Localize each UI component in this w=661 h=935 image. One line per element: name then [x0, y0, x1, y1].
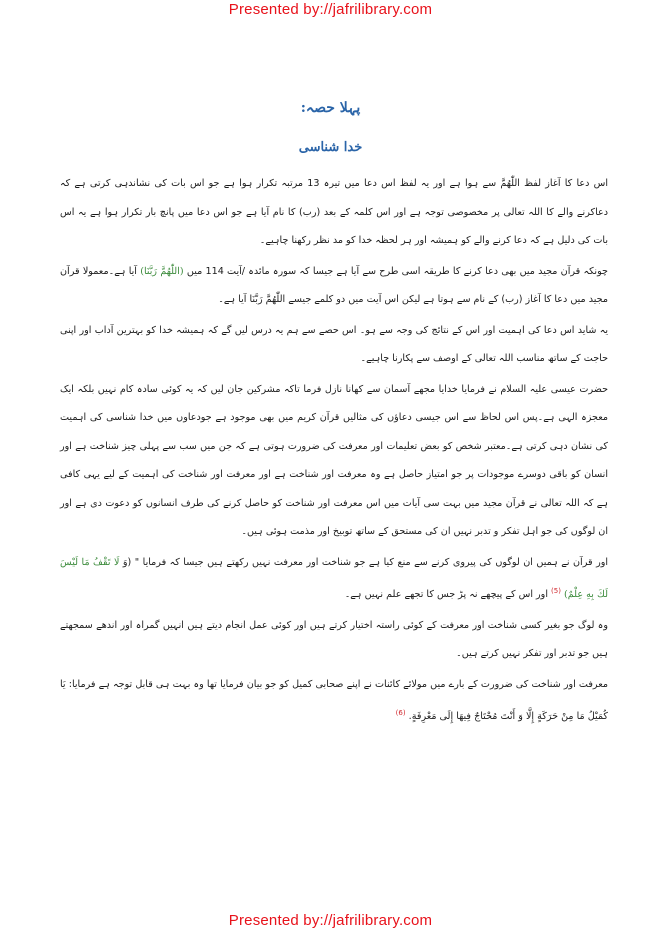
paragraph-4: حضرت عیسی علیہ السلام نے فرمایا خدایا مجھے آسمان سے کھانا نازل فرما تاکہ مشرکین جان لیں کہ یہ کوئی سادہ کام نہیں بلکہ ایک معجزہ الہی ہے۔پس اس لحاظ سے اس جیسی دعاؤں کی مثالیں قرآن کریم میں بھی موجود ہے جودعاوں میں خدا شناسی کی اہمیت کی نشان دہی کرتی ہے۔معتبر شخص کو بعض تعلیمات اور معرفت کی ضرورت ہوتی ہے کہ جن میں سب سے پہلی چیز شناخت ہے اور انسان کو باقی دوسرے موجودات پر جو امتیاز حاصل ہے وہ معرفت اور شناخت ہے اور معرفت اور شناخت کی اہمیت کے لیے یہی کافی ہے کہ اللہ تعالی نے قرآن مجید میں بہت سی آیات میں اس معرفت اور شناخت کو حاصل کرنے کی طرف انسانوں کو دعوت دی ہے اور ان لوگوں کی جو اہل تفکر و تدبر نہیں ان کی مستحق کے ساتھ توبیخ اور مذمت ہوئی ہیں۔ — [60, 383, 608, 537]
paragraph-5-text-b: اور اس کے پیچھے نہ پڑ جس کا تجھے علم نہیں ہے۔ — [344, 589, 548, 601]
paragraph-5-text-a: اور قرآن نے ہمیں ان لوگوں کی پیروی کرنے سے منع کیا ہے جو شناخت اور معرفت نہیں رکھتے ہیں جیسا کہ فرمایا " (وَ — [122, 556, 608, 568]
paragraph-5 — [60, 549, 608, 610]
quran-quote-1: (اللّٰهُمَّ رَبَّنَا) — [140, 265, 184, 277]
site-banner-bottom: Presented by://jafrilibrary.com — [228, 912, 433, 929]
footnote-ref-6[interactable]: (6) — [395, 709, 406, 718]
hadith-quote: يَا كُمَيْلُ مَا مِنْ حَرَكَةٍ إِلَّا وَ أَنْتَ مُحْتَاجٌ فِيهَا إِلَى مَعْرِفَةٍ. — [60, 678, 608, 723]
paragraph-2-text-a: چونکہ قرآن مجید میں بھی دعا کرنے کا طریقہ اسی طرح سے آیا ہے جیسا کہ سورہ مائدہ /آیت 114 میں — [186, 265, 608, 277]
site-banner-top: Presented by://jafrilibrary.com — [228, 1, 433, 18]
paragraph-7 — [60, 671, 608, 732]
paragraph-3: یہ شاید اس دعا کی اہمیت اور اس کے نتائج کی وجہ سے ہو۔ اس حصے سے ہم یہ درس لیں گے کہ ہمیشہ خدا کو بہترین آداب اور اپنی حاجت کے ساتھ مناسب اللہ تعالی کے اوصف سے پکارنا چاہیے۔ — [60, 324, 608, 364]
paragraph-2-text-b: آیا ہے۔معمولا قرآن مجید میں دعا کا آغاز (رب) کے نام سے ہوتا ہے لیکن اس آیت میں دو کلمے جیسے اللّٰهُمَّ رَبَّنَا آیا ہے۔ — [60, 265, 608, 305]
footnote-ref-5[interactable]: (5) — [551, 587, 561, 595]
part-heading: پہلا حصہ: — [300, 100, 361, 116]
paragraph-1: اس دعا کا آغاز لفظ اللّٰھُمَّ سے ہوا ہے اور یہ لفظ اس دعا میں تیرہ 13 مرتبہ تکرار ہوا ہے جو اس بات کی نشاندہی کرتی ہے کہ دعاکرنے والے کا اللہ تعالی پر مخصوصی توجہ ہے اور اس کلمہ کے بعد (رب) کا نام آیا ہے جو اس دعا میں پانچ بار تکرار ہوا ہے یہ اس بات کی دلیل ہے کہ دعا کرنے والے کو ہمیشہ اور ہر لحظہ خدا کو مد نظر رکھنا چاہیے۔ — [60, 178, 608, 246]
section-heading: خدا شناسی — [298, 140, 363, 155]
paragraph-7-text-a: معرفت اور شناخت کی ضرورت کے بارے میں مولائے کائنات نے اپنے صحابی کمیل کو جو بیان فرمایا تھا وہ بہت ہی قابل توجہ ہے فرمایا: — [68, 678, 608, 690]
page-body — [60, 170, 608, 734]
paragraph-2 — [60, 258, 608, 315]
paragraph-6: وہ لوگ جو بغیر کسی شناخت اور معرفت کے کوئی راستہ اختیار کرتے ہیں اور کوئی عمل انجام دیتے ہیں انہیں گمراہ اور اندھے سمجھتے ہیں جو تدبر اور تفکر نہیں کرتے ہیں۔ — [60, 619, 608, 660]
quran-quote-2: لَا تَقْفُ مَا لَيْسَ لَكَ بِهِ عِلْمٌ) — [60, 556, 608, 601]
